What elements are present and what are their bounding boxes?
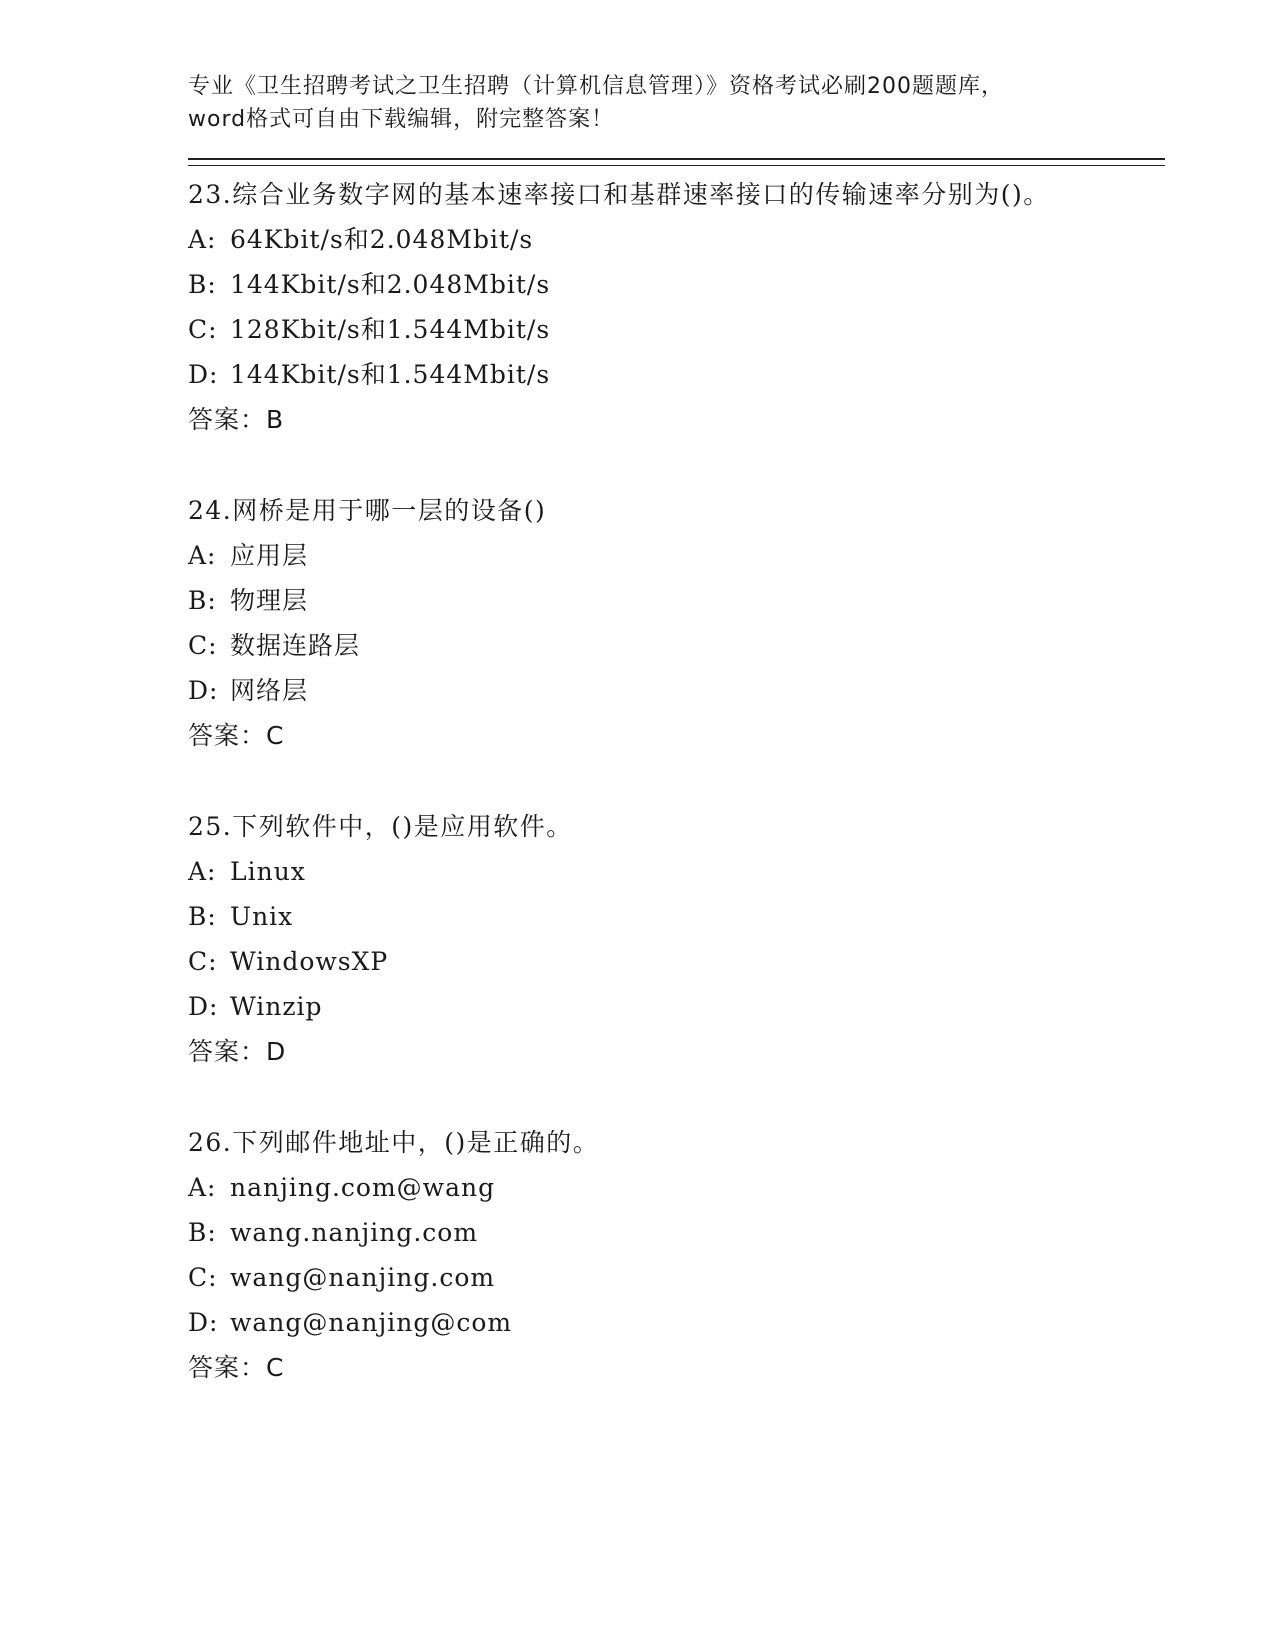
option-a bbox=[188, 217, 1168, 262]
option-key: D: bbox=[188, 992, 219, 1021]
option-key: C: bbox=[188, 1263, 218, 1292]
option-text: 物理层 bbox=[230, 586, 309, 615]
option-text: wang@nanjing@com bbox=[230, 1308, 513, 1337]
option-d bbox=[188, 352, 1168, 397]
option-key: B: bbox=[188, 1218, 217, 1247]
option-key: D: bbox=[188, 360, 219, 389]
option-key: B: bbox=[188, 586, 217, 615]
option-b bbox=[188, 578, 1168, 623]
option-d bbox=[188, 984, 1168, 1029]
option-c bbox=[188, 939, 1168, 984]
header-line-2: word格式可自由下载编辑，附完整答案！ bbox=[188, 107, 615, 132]
option-a bbox=[188, 1165, 1168, 1210]
answer-line: 答案：D bbox=[188, 1037, 287, 1066]
question-26 bbox=[188, 1120, 1168, 1390]
answer-line: 答案：C bbox=[188, 1353, 285, 1382]
question-list bbox=[188, 172, 1168, 1390]
option-key: A: bbox=[188, 225, 217, 254]
question-stem: 25.下列软件中，()是应用软件。 bbox=[188, 812, 573, 841]
option-text: Winzip bbox=[230, 992, 323, 1021]
option-a bbox=[188, 533, 1168, 578]
option-key: A: bbox=[188, 1173, 217, 1202]
question-25 bbox=[188, 804, 1168, 1074]
option-text: 64Kbit/s和2.048Mbit/s bbox=[230, 225, 534, 254]
document-header bbox=[188, 70, 1168, 136]
option-text: 网络层 bbox=[230, 676, 309, 705]
option-d bbox=[188, 1300, 1168, 1345]
option-key: D: bbox=[188, 676, 219, 705]
option-text: Unix bbox=[230, 902, 294, 931]
option-key: C: bbox=[188, 947, 218, 976]
option-c bbox=[188, 623, 1168, 668]
question-stem: 23.综合业务数字网的基本速率接口和基群速率接口的传输速率分别为()。 bbox=[188, 180, 1050, 209]
option-c bbox=[188, 1255, 1168, 1300]
option-key: C: bbox=[188, 631, 218, 660]
option-text: nanjing.com@wang bbox=[230, 1173, 496, 1202]
header-divider bbox=[188, 158, 1165, 166]
option-text: wang@nanjing.com bbox=[230, 1263, 496, 1292]
option-text: 144Kbit/s和1.544Mbit/s bbox=[230, 360, 551, 389]
option-text: wang.nanjing.com bbox=[230, 1218, 479, 1247]
option-b bbox=[188, 1210, 1168, 1255]
option-key: B: bbox=[188, 902, 217, 931]
question-23 bbox=[188, 172, 1168, 442]
option-key: A: bbox=[188, 857, 217, 886]
option-b bbox=[188, 894, 1168, 939]
option-text: Linux bbox=[230, 857, 306, 886]
option-key: B: bbox=[188, 270, 217, 299]
option-text: 128Kbit/s和1.544Mbit/s bbox=[230, 315, 551, 344]
option-key: A: bbox=[188, 541, 217, 570]
question-24 bbox=[188, 488, 1168, 758]
answer-line: 答案：C bbox=[188, 721, 285, 750]
option-d bbox=[188, 668, 1168, 713]
question-stem: 24.网桥是用于哪一层的设备() bbox=[188, 496, 547, 525]
option-text: 应用层 bbox=[230, 541, 309, 570]
option-key: C: bbox=[188, 315, 218, 344]
option-c bbox=[188, 307, 1168, 352]
document-page bbox=[188, 70, 1168, 1436]
option-text: 数据连路层 bbox=[230, 631, 361, 660]
option-b bbox=[188, 262, 1168, 307]
option-text: WindowsXP bbox=[230, 947, 389, 976]
header-line-1: 专业《卫生招聘考试之卫生招聘（计算机信息管理）》资格考试必刷200题题库， bbox=[188, 74, 1004, 99]
answer-line: 答案：B bbox=[188, 405, 285, 434]
question-stem: 26.下列邮件地址中，()是正确的。 bbox=[188, 1128, 600, 1157]
option-key: D: bbox=[188, 1308, 219, 1337]
option-text: 144Kbit/s和2.048Mbit/s bbox=[230, 270, 551, 299]
option-a bbox=[188, 849, 1168, 894]
